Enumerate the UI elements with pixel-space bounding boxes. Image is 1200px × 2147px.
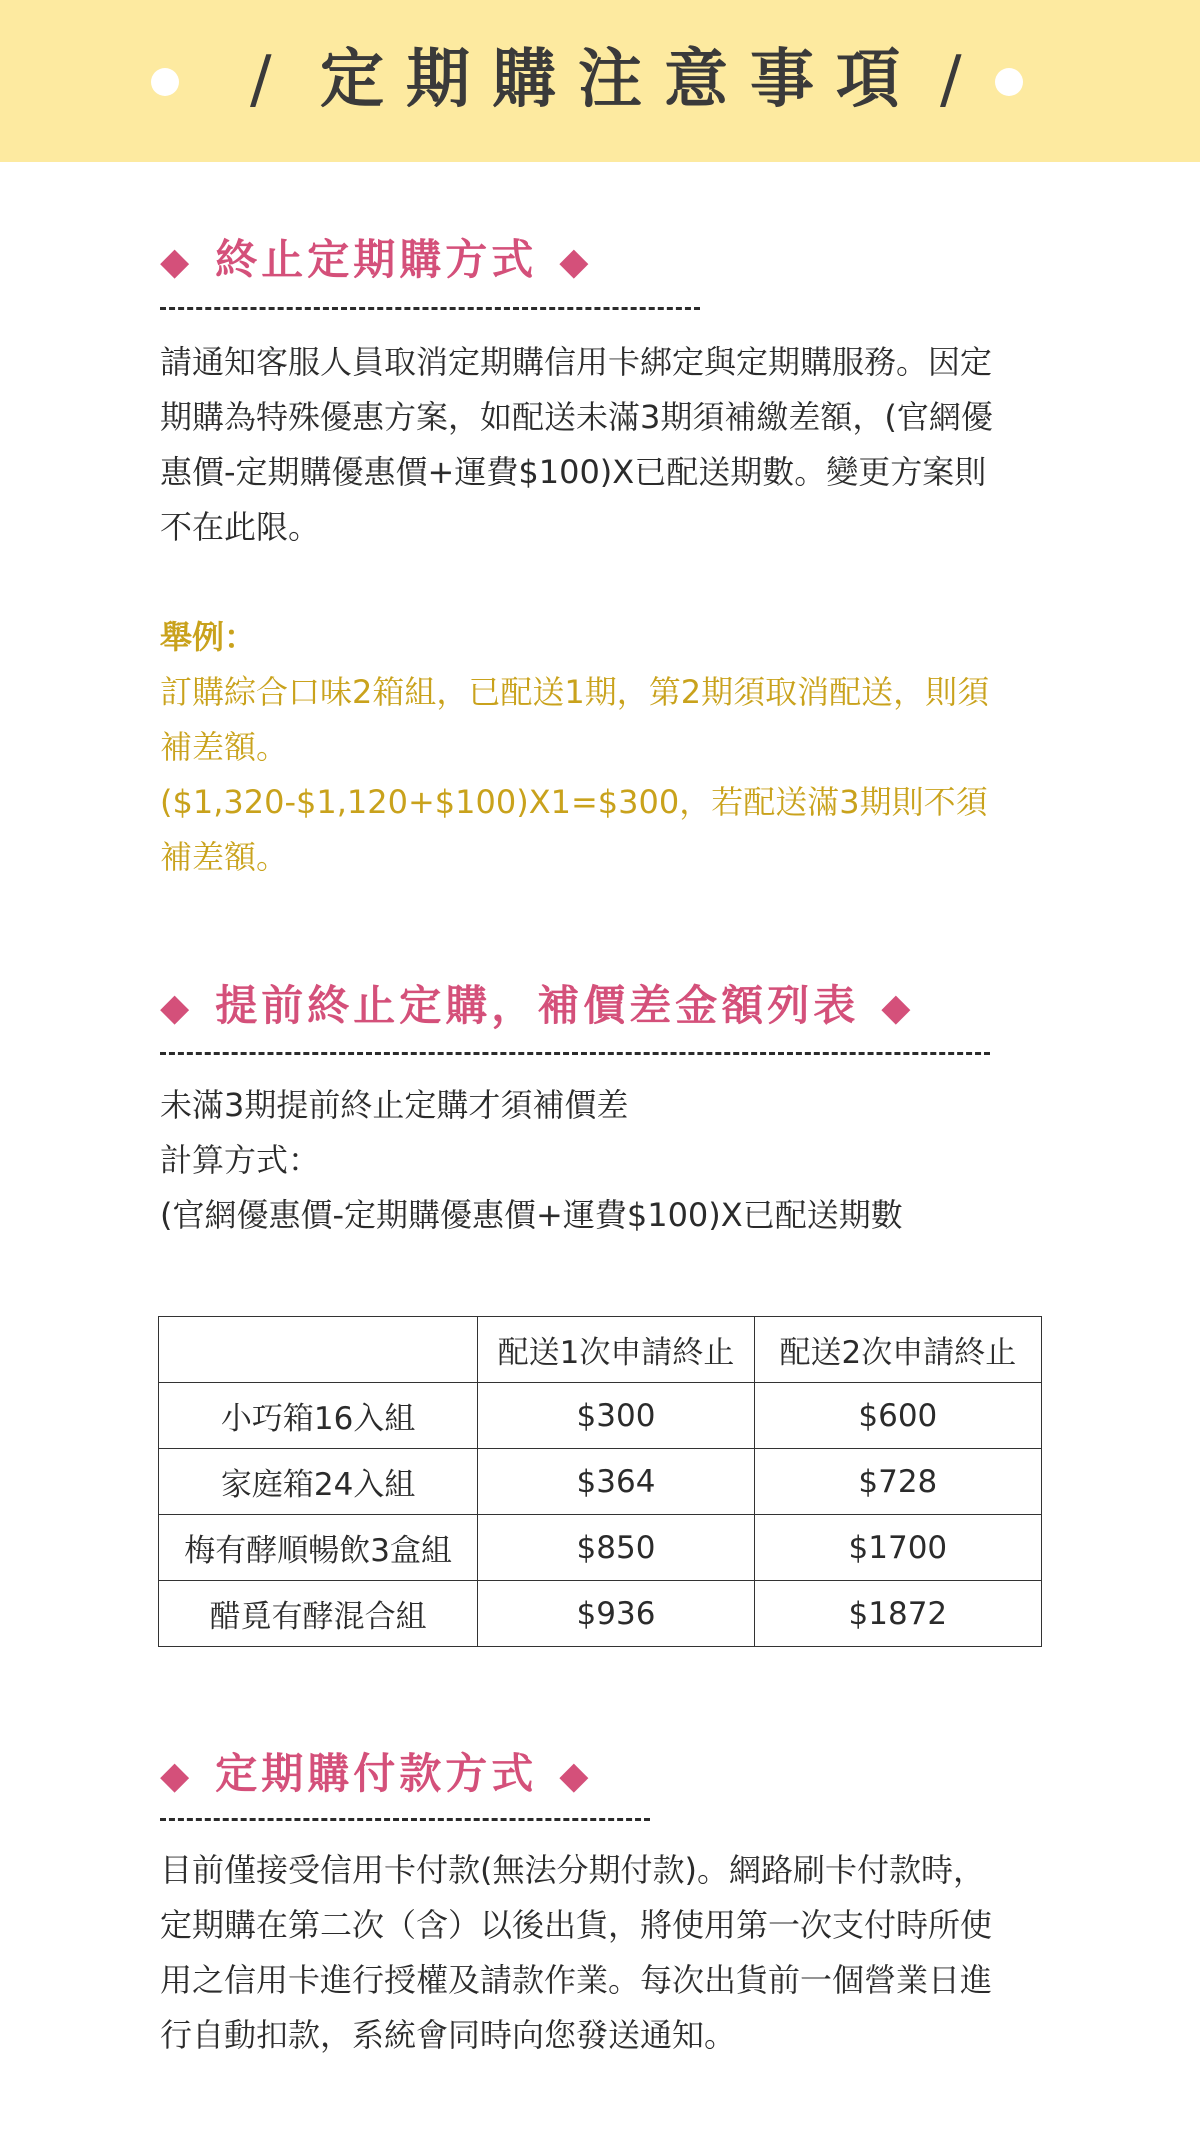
text-line: 補差額。	[160, 838, 289, 876]
price-cell: $728	[754, 1449, 1041, 1515]
table-row	[159, 1449, 1042, 1515]
section-heading-text: 定期購付款方式	[215, 1749, 538, 1798]
table-header-row	[159, 1317, 1042, 1383]
text-line: 行自動扣款，系統會同時向您發送通知。	[160, 2016, 737, 2054]
text-line: (官網優惠價-定期購優惠價+運費$100)X已配送期數	[160, 1196, 903, 1234]
price-cell: $1700	[754, 1515, 1041, 1581]
text-line: 定期購在第二次（含）以後出貨，將使用第一次支付時所使	[160, 1906, 993, 1944]
text-line: 請通知客服人員取消定期購信用卡綁定與定期購服務。因定	[160, 343, 993, 381]
price-cell: $850	[478, 1515, 754, 1581]
text-line: 用之信用卡進行授權及請款作業。每次出貨前一個營業日進	[160, 1961, 993, 1999]
table-header-cell	[159, 1317, 478, 1383]
text-line: 補差額。	[160, 728, 289, 766]
example-block	[160, 610, 1050, 885]
diamond-icon: ◆	[160, 985, 194, 1029]
section-heading-price-table	[160, 978, 914, 1035]
section-heading-text: 終止定期購方式	[215, 235, 538, 284]
header-banner	[0, 0, 1200, 162]
text-line: 惠價-定期購優惠價+運費$100)X已配送期數。變更方案則	[160, 453, 987, 491]
text-line: 未滿3期提前終止定購才須補價差	[160, 1086, 629, 1124]
payment-instructions	[160, 1843, 1050, 2063]
text-line: 目前僅接受信用卡付款(無法分期付款)。網路刷卡付款時，	[160, 1851, 985, 1889]
table-header-cell: 配送2次申請終止	[754, 1317, 1041, 1383]
text-line: 訂購綜合口味2箱組，已配送1期，第2期須取消配送，則須	[160, 673, 990, 711]
example-label: 舉例：	[160, 618, 257, 656]
text-line: 不在此限。	[160, 508, 321, 546]
table-row	[159, 1383, 1042, 1449]
product-name-cell: 醋覓有酵混合組	[159, 1581, 478, 1647]
price-difference-table	[158, 1316, 1042, 1647]
price-table-intro	[160, 1078, 1050, 1243]
diamond-icon: ◆	[559, 1753, 593, 1797]
product-name-cell: 梅有酵順暢飲3盒組	[159, 1515, 478, 1581]
product-name-cell: 家庭箱24入組	[159, 1449, 478, 1515]
section-heading-text: 提前終止定購，補價差金額列表	[215, 981, 860, 1030]
page-title: 定期購注意事項	[320, 43, 922, 117]
dashed-divider	[160, 1818, 650, 1821]
price-cell: $300	[478, 1383, 754, 1449]
price-cell: $936	[478, 1581, 754, 1647]
diamond-icon: ◆	[559, 239, 593, 283]
section-heading-cancel	[160, 232, 592, 289]
table-header-cell: 配送1次申請終止	[478, 1317, 754, 1383]
dot-icon	[995, 68, 1023, 96]
price-cell: $364	[478, 1449, 754, 1515]
table-row	[159, 1515, 1042, 1581]
header-slash-right: /	[940, 43, 962, 117]
dashed-divider	[160, 1052, 990, 1055]
price-cell: $1872	[754, 1581, 1041, 1647]
price-cell: $600	[754, 1383, 1041, 1449]
cancel-instructions	[160, 335, 1050, 555]
diamond-icon: ◆	[160, 1753, 194, 1797]
section-heading-payment	[160, 1746, 592, 1803]
text-line: 期購為特殊優惠方案，如配送未滿3期須補繳差額，(官網優	[160, 398, 993, 436]
text-line: 計算方式：	[160, 1141, 321, 1179]
table-row	[159, 1581, 1042, 1647]
dot-icon	[151, 68, 179, 96]
text-line: ($1,320-$1,120+$100)X1=$300，若配送滿3期則不須	[160, 783, 988, 821]
dashed-divider	[160, 307, 700, 310]
diamond-icon: ◆	[160, 239, 194, 283]
product-name-cell: 小巧箱16入組	[159, 1383, 478, 1449]
header-slash-left: /	[250, 43, 272, 117]
diamond-icon: ◆	[881, 985, 915, 1029]
